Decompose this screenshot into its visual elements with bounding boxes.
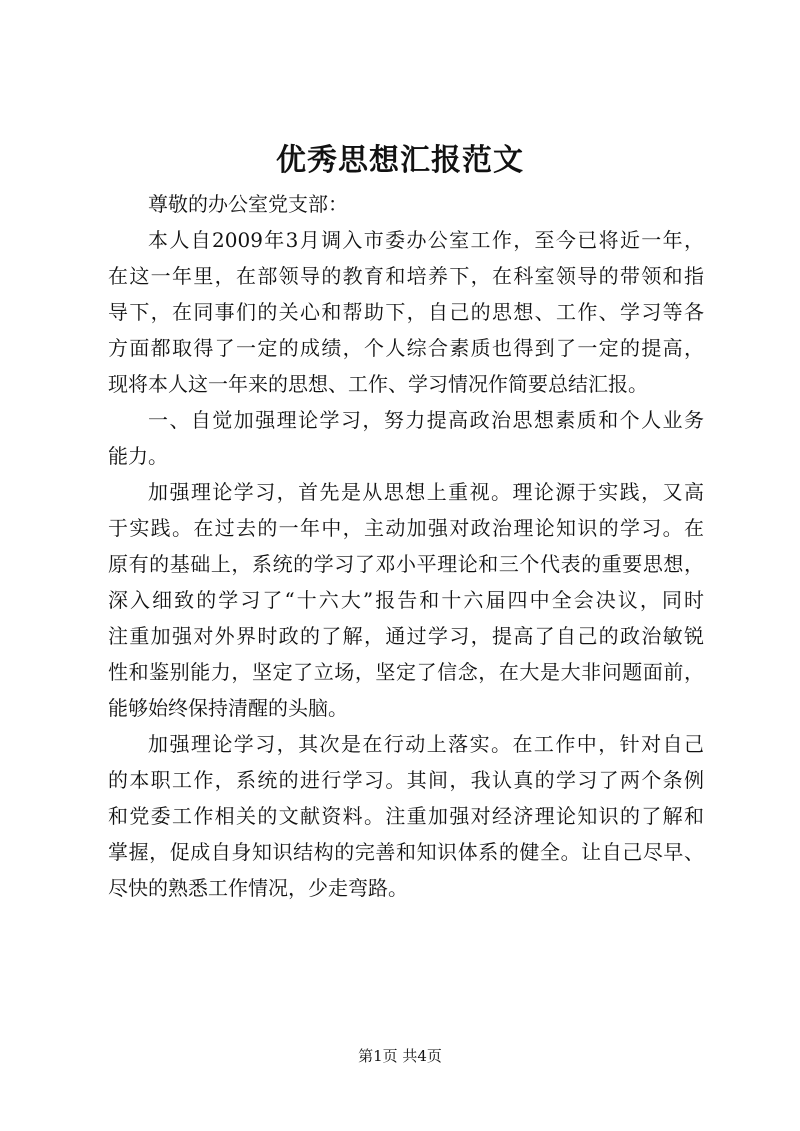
salutation — [108, 186, 704, 222]
salutation-line: 尊敬的办公室党支部： — [148, 192, 348, 216]
paragraph-line: 深入细致的学习了“十六大”报告和十六届四中全会决议，同时 — [108, 588, 704, 612]
paragraph-line: 原有的基础上，系统的学习了邓小平理论和三个代表的重要思想， — [108, 552, 704, 576]
paragraph-line: 方面都取得了一定的成绩，个人综合素质也得到了一定的提高， — [108, 336, 704, 360]
document-title: 优秀思想汇报范文 — [276, 143, 524, 178]
paragraph-line: 能够始终保持清醒的头脑。 — [108, 696, 348, 720]
paragraph-line: 加强理论学习，首先是从思想上重视。理论源于实践，又高 — [148, 480, 704, 504]
document-body — [108, 186, 704, 906]
paragraph-line: 性和鉴别能力，坚定了立场，坚定了信念，在大是大非问题面前， — [108, 660, 704, 684]
paragraph-line: 现将本人这一年来的思想、工作、学习情况作简要总结汇报。 — [108, 372, 648, 396]
paragraph-line: 于实践。在过去的一年中，主动加强对政治理论知识的学习。在 — [108, 516, 704, 540]
paragraph-theory-study — [108, 474, 704, 726]
paragraph-line: 的本职工作，系统的进行学习。其间，我认真的学习了两个条例 — [108, 768, 704, 792]
paragraph-line: 一、自觉加强理论学习，努力提高政治思想素质和个人业务 — [148, 408, 704, 432]
paragraph-line: 注重加强对外界时政的了解，通过学习，提高了自己的政治敏锐 — [108, 624, 704, 648]
paragraph-line: 尽快的熟悉工作情况，少走弯路。 — [108, 876, 408, 900]
paragraph-line: 和党委工作相关的文献资料。注重加强对经济理论知识的了解和 — [108, 804, 704, 828]
paragraph-line: 加强理论学习，其次是在行动上落实。在工作中，针对自己 — [148, 732, 704, 756]
paragraph-action — [108, 726, 704, 906]
page-number: 第1页 共4页 — [358, 1047, 442, 1065]
paragraph-line: 掌握，促成自身知识结构的完善和知识体系的健全。让自己尽早、 — [108, 840, 704, 864]
paragraph-line: 导下，在同事们的关心和帮助下，自己的思想、工作、学习等各 — [108, 300, 704, 324]
paragraph-line: 能力。 — [108, 444, 168, 468]
paragraph-line: 本人自2009年3月调入市委办公室工作，至今已将近一年， — [148, 228, 704, 252]
paragraph-intro — [108, 222, 704, 402]
paragraph-line: 在这一年里，在部领导的教育和培养下，在科室领导的带领和指 — [108, 264, 704, 288]
section-heading-1 — [108, 402, 704, 474]
